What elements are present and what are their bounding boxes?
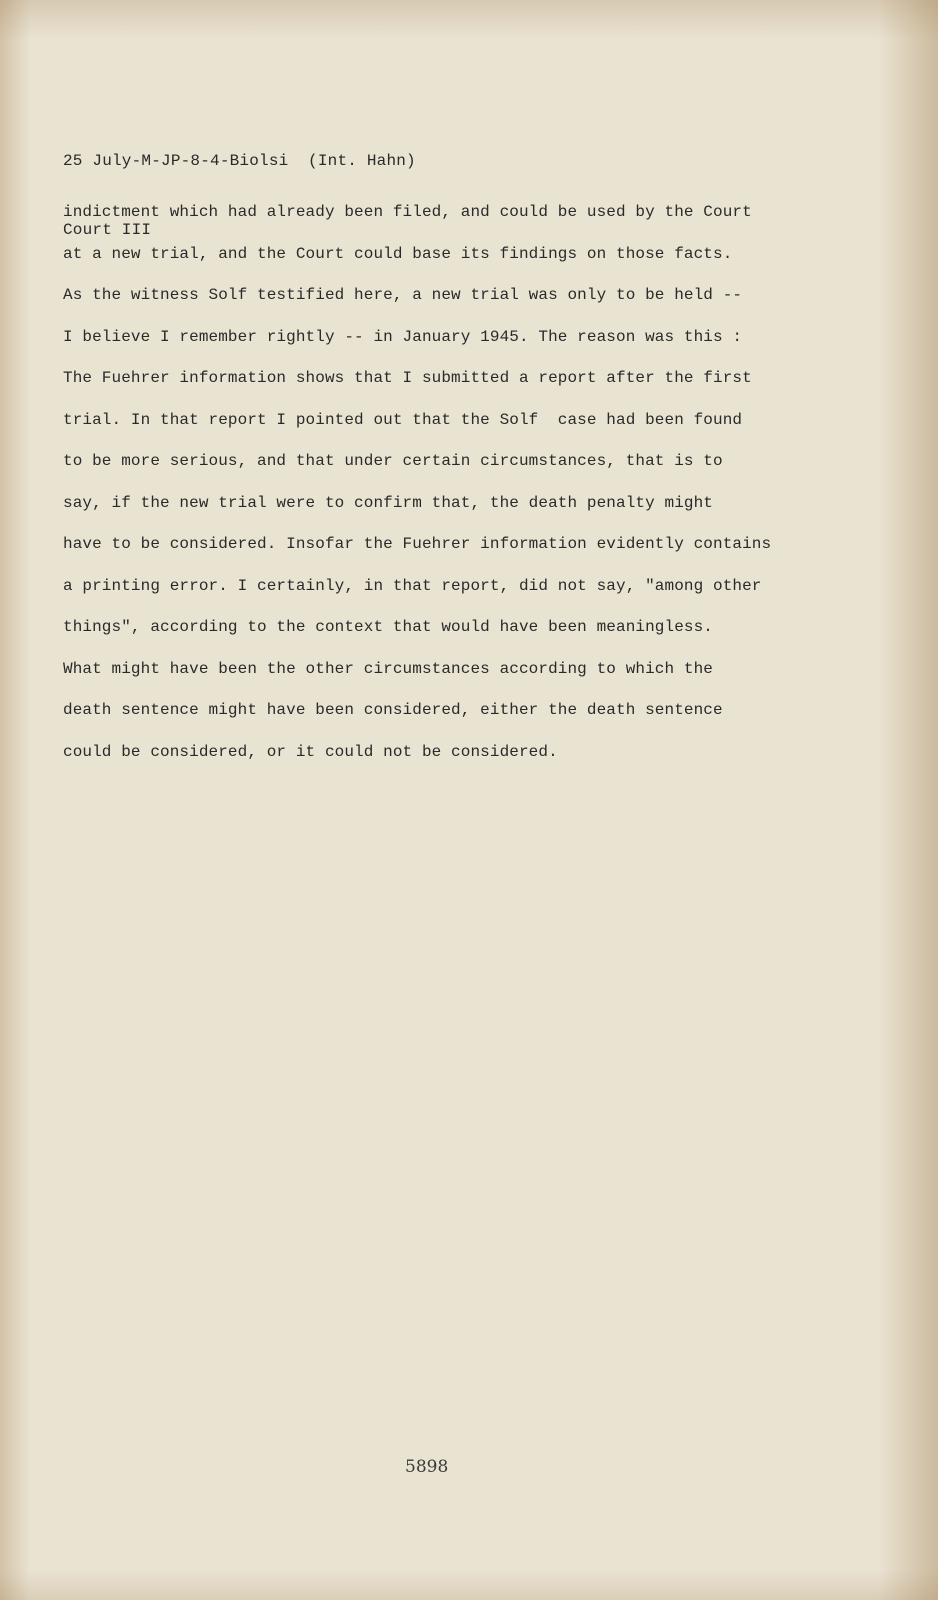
- transcript-line: things", according to the context that would have been meaningless.: [63, 618, 714, 636]
- transcript-body: [63, 200, 863, 781]
- header-session-line: 25 July-M-JP-8-4-Biolsi (Int. Hahn): [63, 152, 416, 170]
- transcript-line: have to be considered. Insofar the Fuehrer information evidently contains: [63, 535, 772, 553]
- transcript-line: As the witness Solf testified here, a new trial was only to be held --: [63, 286, 743, 304]
- transcript-line: to be more serious, and that under certain circumstances, that is to: [63, 452, 723, 470]
- transcript-line: The Fuehrer information shows that I submitted a report after the first: [63, 369, 752, 387]
- transcript-line: death sentence might have been considered, either the death sentence: [63, 701, 723, 719]
- transcript-line: could be considered, or it could not be considered.: [63, 742, 558, 761]
- transcript-line: indictment which had already been filed, and could be used by the Court: [63, 203, 752, 221]
- transcript-line: at a new trial, and the Court could base its findings on those facts.: [63, 244, 733, 263]
- transcript-line: say, if the new trial were to confirm that, the death penalty might: [63, 493, 714, 512]
- transcript-line: I believe I remember rightly -- in January 1945. The reason was this :: [63, 327, 743, 346]
- transcript-line: What might have been the other circumstances according to which the: [63, 659, 714, 678]
- header-court-line: Court III: [63, 221, 152, 239]
- transcript-line: a printing error. I certainly, in that report, did not say, "among other: [63, 576, 762, 595]
- transcript-line: trial. In that report I pointed out that the Solf case had been found: [63, 410, 743, 429]
- page-number: 5898: [405, 1457, 449, 1477]
